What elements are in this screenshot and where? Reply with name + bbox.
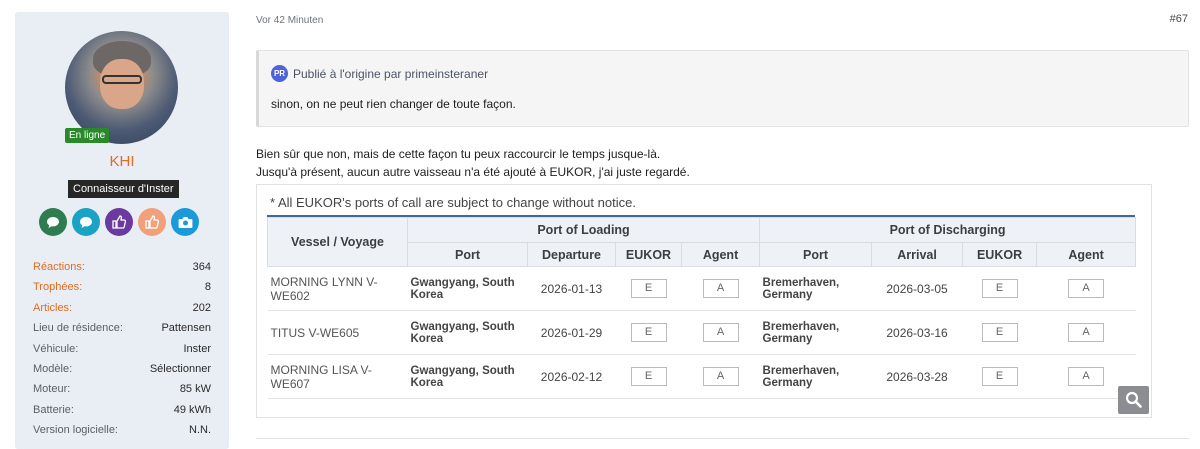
stat-reactions — [33, 257, 211, 277]
quote-header[interactable] — [271, 65, 488, 82]
stat-software — [33, 420, 211, 440]
post-number[interactable]: #67 — [1169, 13, 1188, 25]
stat-value: 49 kWh — [173, 403, 211, 416]
stat-key: Véhicule: — [33, 342, 79, 355]
load-port-cell: Gwangyang, South Korea — [408, 267, 528, 311]
stat-key[interactable]: Réactions: — [33, 261, 85, 273]
agent-cell — [1037, 267, 1136, 311]
post-body-line: Bien sûr que non, mais de cette façon tu peux raccourcir le temps jusque-là. — [256, 147, 661, 161]
col-eukor: EUKOR — [616, 243, 682, 267]
stat-key: Modèle: — [33, 362, 73, 375]
stat-model — [33, 359, 211, 379]
stat-key[interactable]: Articles: — [33, 301, 73, 314]
user-title: Connaisseur d'Inster — [68, 180, 179, 198]
departure-cell: 2026-01-13 — [528, 267, 616, 311]
col-eukor: EUKOR — [963, 243, 1037, 267]
quote-text: sinon, on ne peut rien changer de toute façon. — [271, 97, 516, 111]
eukor-button[interactable]: E — [982, 323, 1018, 342]
post-divider — [256, 438, 1189, 439]
thumbs-up-icon[interactable] — [105, 208, 133, 236]
zoom-button[interactable] — [1118, 386, 1149, 414]
stat-key: Version logicielle: — [33, 424, 118, 437]
agent-button[interactable]: A — [1068, 367, 1104, 386]
table-row — [268, 355, 1136, 399]
stat-trophies — [33, 277, 211, 297]
post-body — [256, 145, 690, 181]
group-loading: Port of Loading — [408, 218, 760, 243]
load-port-cell: Gwangyang, South Korea — [408, 311, 528, 355]
table-row — [268, 267, 1136, 311]
col-departure: Departure — [528, 243, 616, 267]
online-badge: En ligne — [65, 128, 109, 143]
vessel-cell: TITUS V-WE605 — [268, 311, 408, 355]
eukor-cell — [616, 311, 682, 355]
stat-battery — [33, 400, 211, 420]
avatar-face — [100, 59, 144, 109]
search-icon — [1125, 391, 1142, 408]
eukor-button[interactable]: E — [982, 367, 1018, 386]
username[interactable]: KHI — [109, 153, 135, 170]
post-body-line: Jusqu'à présent, aucun autre vaisseau n'a été ajouté à EUKOR, j'ai juste regardé. — [256, 165, 690, 179]
agent-button[interactable]: A — [703, 323, 739, 342]
camera-icon[interactable] — [171, 208, 199, 236]
agent-cell — [682, 355, 760, 399]
col-arrival: Arrival — [872, 243, 963, 267]
post-timestamp[interactable]: Vor 42 Minuten — [256, 15, 324, 26]
stat-vehicle — [33, 339, 211, 359]
stat-value: 364 — [192, 261, 211, 273]
stat-value: N.N. — [189, 424, 211, 437]
eukor-cell — [963, 355, 1037, 399]
agent-cell — [1037, 311, 1136, 355]
schedule-image[interactable] — [256, 184, 1152, 418]
table-row — [268, 311, 1136, 355]
col-vessel: Vessel / Voyage — [268, 218, 408, 267]
stat-key: Moteur: — [33, 383, 71, 396]
col-agent: Agent — [682, 243, 760, 267]
stat-motor — [33, 379, 211, 399]
stat-value: Inster — [183, 342, 211, 355]
dis-port-cell: Bremerhaven, Germany — [760, 267, 872, 311]
arrival-cell: 2026-03-28 — [872, 355, 963, 399]
eukor-cell — [616, 355, 682, 399]
agent-cell — [682, 311, 760, 355]
schedule-note: * All EUKOR's ports of call are subject to change without notice. — [270, 195, 636, 210]
arrival-cell: 2026-03-05 — [872, 267, 963, 311]
agent-button[interactable]: A — [703, 367, 739, 386]
stat-residence — [33, 318, 211, 338]
stat-key: Lieu de résidence: — [33, 322, 123, 335]
col-port: Port — [408, 243, 528, 267]
comment-icon[interactable] — [72, 208, 100, 236]
vessel-cell: MORNING LYNN V-WE602 — [268, 267, 408, 311]
col-agent: Agent — [1037, 243, 1136, 267]
quote-avatar[interactable]: PR — [271, 65, 288, 82]
stat-articles — [33, 298, 211, 318]
stat-value: Sélectionner — [149, 362, 211, 375]
agent-cell — [682, 267, 760, 311]
user-stats — [33, 257, 211, 441]
departure-cell: 2026-02-12 — [528, 355, 616, 399]
stat-key: Batterie: — [33, 403, 74, 416]
load-port-cell: Gwangyang, South Korea — [408, 355, 528, 399]
avatar-glasses — [102, 75, 142, 84]
quote-block — [256, 50, 1189, 127]
agent-button[interactable]: A — [1068, 279, 1104, 298]
group-discharging: Port of Discharging — [760, 218, 1136, 243]
stat-key[interactable]: Trophées: — [33, 281, 83, 294]
schedule-table — [267, 217, 1136, 399]
eukor-cell — [963, 267, 1037, 311]
eukor-button[interactable]: E — [631, 323, 667, 342]
stat-value: 202 — [192, 301, 211, 314]
stat-value: Pattensen — [161, 322, 211, 335]
trophy-icons — [39, 208, 199, 236]
col-port: Port — [760, 243, 872, 267]
agent-button[interactable]: A — [703, 279, 739, 298]
stat-value: 8 — [204, 281, 211, 294]
dis-port-cell: Bremerhaven, Germany — [760, 311, 872, 355]
agent-button[interactable]: A — [1068, 323, 1104, 342]
stat-value: 85 kW — [179, 383, 211, 396]
arrival-cell: 2026-03-16 — [872, 311, 963, 355]
eukor-cell — [616, 267, 682, 311]
eukor-cell — [963, 311, 1037, 355]
thumbs-up-icon[interactable] — [138, 208, 166, 236]
comment-icon[interactable] — [39, 208, 67, 236]
eukor-button[interactable]: E — [631, 367, 667, 386]
dis-port-cell: Bremerhaven, Germany — [760, 355, 872, 399]
quote-attribution[interactable]: Publié à l'origine par primeinsteraner — [293, 66, 489, 81]
eukor-button[interactable]: E — [631, 279, 667, 298]
user-sidebar — [15, 12, 229, 449]
departure-cell: 2026-01-29 — [528, 311, 616, 355]
vessel-cell: MORNING LISA V-WE607 — [268, 355, 408, 399]
eukor-button[interactable]: E — [982, 279, 1018, 298]
